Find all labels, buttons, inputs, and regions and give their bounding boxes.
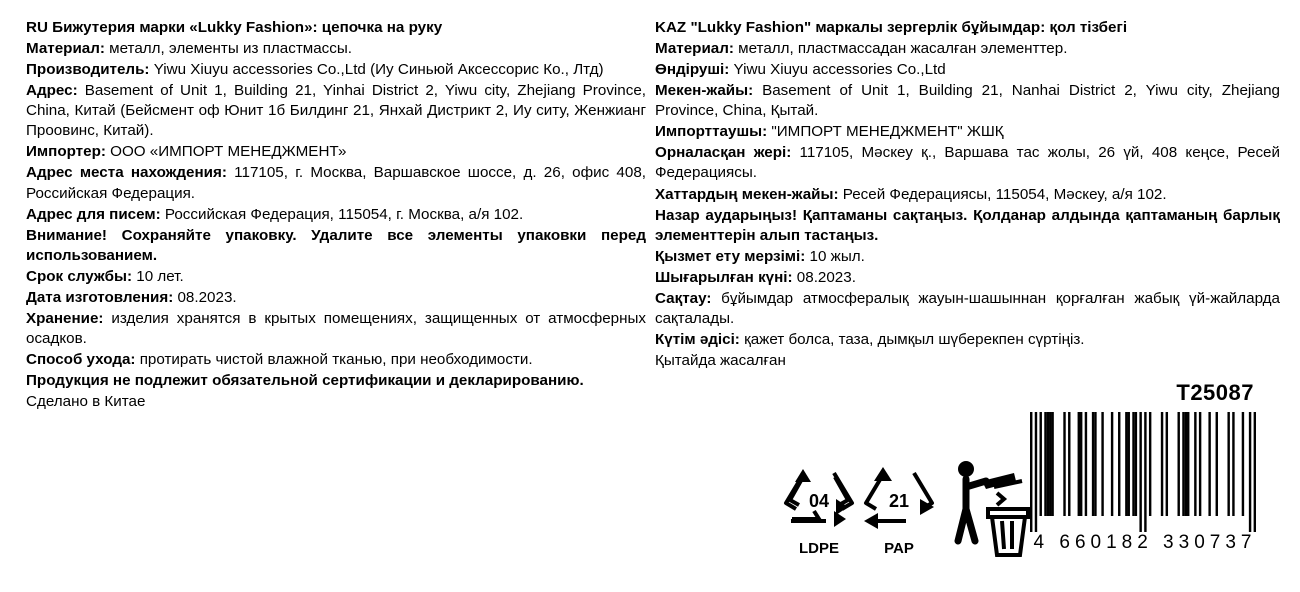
kz-value: Қытайда жасалған bbox=[655, 352, 786, 369]
barcode-image bbox=[1030, 412, 1256, 532]
ru-line bbox=[26, 60, 646, 80]
ru-line bbox=[26, 350, 646, 370]
ru-value: 117105, г. Москва, Варшавское шоссе, д. 26, офис 408, Российская Федерация. bbox=[26, 164, 646, 202]
kz-line bbox=[655, 206, 1280, 246]
kz-label: Сақтау: bbox=[655, 289, 712, 307]
ru-label: Внимание! Сохраняйте упаковку. Удалите все элементы упаковки перед использованием. bbox=[26, 226, 646, 264]
kz-value: Basement of Unit 1, Building 21, Nanhai District 2, Yiwu city, Zhejiang Province, China, Қытай. bbox=[655, 82, 1280, 120]
kz-line bbox=[655, 60, 1280, 80]
kz-label: Орналасқан жері: bbox=[655, 144, 792, 162]
ru-line bbox=[26, 39, 646, 59]
kz-value: "Lukky Fashion" маркалы зергерлік бұйымдар: қол тізбегі bbox=[686, 19, 1128, 36]
kz-line bbox=[655, 122, 1280, 142]
ru-line bbox=[26, 288, 646, 308]
kz-line bbox=[655, 143, 1280, 183]
ru-value: 08.2023. bbox=[173, 288, 237, 306]
kz-label: Хаттардың мекен-жайы: bbox=[655, 185, 839, 203]
kz-label: Шығарылған күні: bbox=[655, 268, 793, 286]
ru-line bbox=[26, 309, 646, 349]
ru-line bbox=[26, 163, 646, 203]
ru-line bbox=[26, 142, 646, 162]
kz-line bbox=[655, 351, 1280, 371]
ru-value: металл, элементы из пластмассы. bbox=[104, 40, 352, 58]
kz-label: Импорттаушы: bbox=[655, 123, 768, 141]
ru-line bbox=[26, 371, 646, 391]
ru-label: Производитель: bbox=[26, 61, 150, 79]
kz-value: металл, пластмассадан жасалған элементтер. bbox=[733, 40, 1068, 58]
ru-line bbox=[26, 205, 646, 225]
ru-value: ООО «ИМПОРТ МЕНЕДЖМЕНТ» bbox=[105, 143, 347, 161]
kz-line bbox=[655, 289, 1280, 329]
ru-value: 10 лет. bbox=[132, 267, 184, 285]
kz-line bbox=[655, 185, 1280, 205]
ru-line bbox=[26, 81, 646, 141]
ru-label: Способ ухода: bbox=[26, 351, 136, 368]
kz-label: KAZ bbox=[655, 19, 687, 36]
recycling-code: 04 bbox=[808, 491, 830, 511]
kz-value: 08.2023. bbox=[792, 268, 856, 286]
ru-value: Бижутерия марки «Lukky Fashion»: цепочка на руку bbox=[47, 19, 443, 36]
ru-label: Адрес места нахождения: bbox=[26, 164, 227, 182]
recycling-mark-pap bbox=[860, 463, 938, 558]
ru-value: Yiwu Xiuyu accessories Co.,Ltd (Иу Синьюй Аксессорис Ко., Лтд) bbox=[149, 61, 604, 79]
ru-value: Basement of Unit 1, Building 21, Yinhai District 2, Yiwu city, Zhejiang Province, China, Китай (Бейсмент оф Юнит 1б Билдинг 21, Янхай Дистрикт 2, Иу ситу, Женжианг Проовинс, Китай). bbox=[26, 82, 646, 140]
packaging-marks-group bbox=[780, 455, 1030, 570]
kz-line bbox=[655, 39, 1280, 59]
ru-value: протирать чистой влажной тканью, при необходимости. bbox=[135, 351, 533, 368]
ru-label: Импортер: bbox=[26, 143, 106, 161]
recycling-material: PAP bbox=[884, 540, 914, 557]
russian-column bbox=[26, 18, 646, 413]
kz-value: Ресей Федерациясы, 115054, Мәскеу, а/я 102. bbox=[838, 185, 1167, 203]
kz-value: 10 жыл. bbox=[805, 247, 865, 265]
barcode-number: 4 660182 330737 bbox=[1033, 532, 1257, 553]
kz-line bbox=[655, 330, 1280, 350]
kz-value: 117105, Мәскеу қ., Варшава тас жолы, 26 үй, 408 кеңсе, Ресей Федерациясы. bbox=[655, 144, 1280, 182]
ru-value: изделия хранятся в крытых помещениях, защищенных от атмосферных осадков. bbox=[26, 309, 646, 347]
recycling-material: LDPE bbox=[798, 540, 840, 557]
ru-label: Материал: bbox=[26, 40, 105, 58]
ru-label: Хранение: bbox=[26, 309, 104, 327]
kz-value: қажет болса, таза, дымқыл шүберекпен сүртіңіз. bbox=[739, 330, 1085, 348]
recycling-code: 21 bbox=[888, 491, 910, 511]
kz-value: Yiwu Xiuyu accessories Co.,Ltd bbox=[729, 61, 946, 79]
kz-line bbox=[655, 18, 1280, 38]
barcode-block bbox=[1030, 380, 1260, 554]
ru-line bbox=[26, 392, 646, 412]
ru-value: Российская Федерация, 115054, г. Москва, а/я 102. bbox=[160, 205, 524, 223]
recycling-triangle-icon bbox=[860, 463, 938, 558]
kazakh-column bbox=[655, 18, 1280, 372]
kz-value: "ИМПОРТ МЕНЕДЖМЕНТ" ЖШҚ bbox=[767, 123, 1004, 141]
kz-label: Күтім әдісі: bbox=[655, 330, 740, 348]
ru-line bbox=[26, 226, 646, 266]
do-not-litter-icon bbox=[942, 459, 1030, 559]
kz-label: Өндіруші: bbox=[655, 61, 730, 79]
ru-label: Адрес: bbox=[26, 82, 78, 100]
kz-label: Материал: bbox=[655, 40, 734, 58]
ru-label: RU bbox=[26, 19, 48, 36]
kz-line bbox=[655, 81, 1280, 121]
kz-line bbox=[655, 247, 1280, 267]
ru-label: Срок службы: bbox=[26, 267, 133, 285]
kz-label: Мекен-жайы: bbox=[655, 82, 754, 100]
sku-code: T25087 bbox=[1176, 380, 1254, 405]
recycling-mark-ldpe bbox=[780, 463, 858, 558]
kz-line bbox=[655, 268, 1280, 288]
kz-value: бұйымдар атмосфералық жауын-шашыннан қорғалған жабық үй-жайларда сақталады. bbox=[655, 289, 1280, 327]
ru-value: Сделано в Китае bbox=[26, 393, 146, 411]
kz-label: Қызмет ету мерзімі: bbox=[655, 247, 806, 265]
ru-label: Продукция не подлежит обязательной сертификации и декларированию. bbox=[26, 372, 584, 390]
ru-label: Дата изготовления: bbox=[26, 288, 174, 306]
recycling-triangle-icon bbox=[780, 463, 858, 558]
ru-line bbox=[26, 18, 646, 38]
kz-label: Назар аударыңыз! Қаптаманы сақтаңыз. Қолданар алдында қаптаманың барлық элементтерін алып тастаңыз. bbox=[655, 206, 1280, 244]
ru-line bbox=[26, 267, 646, 287]
ru-label: Адрес для писем: bbox=[26, 205, 161, 223]
